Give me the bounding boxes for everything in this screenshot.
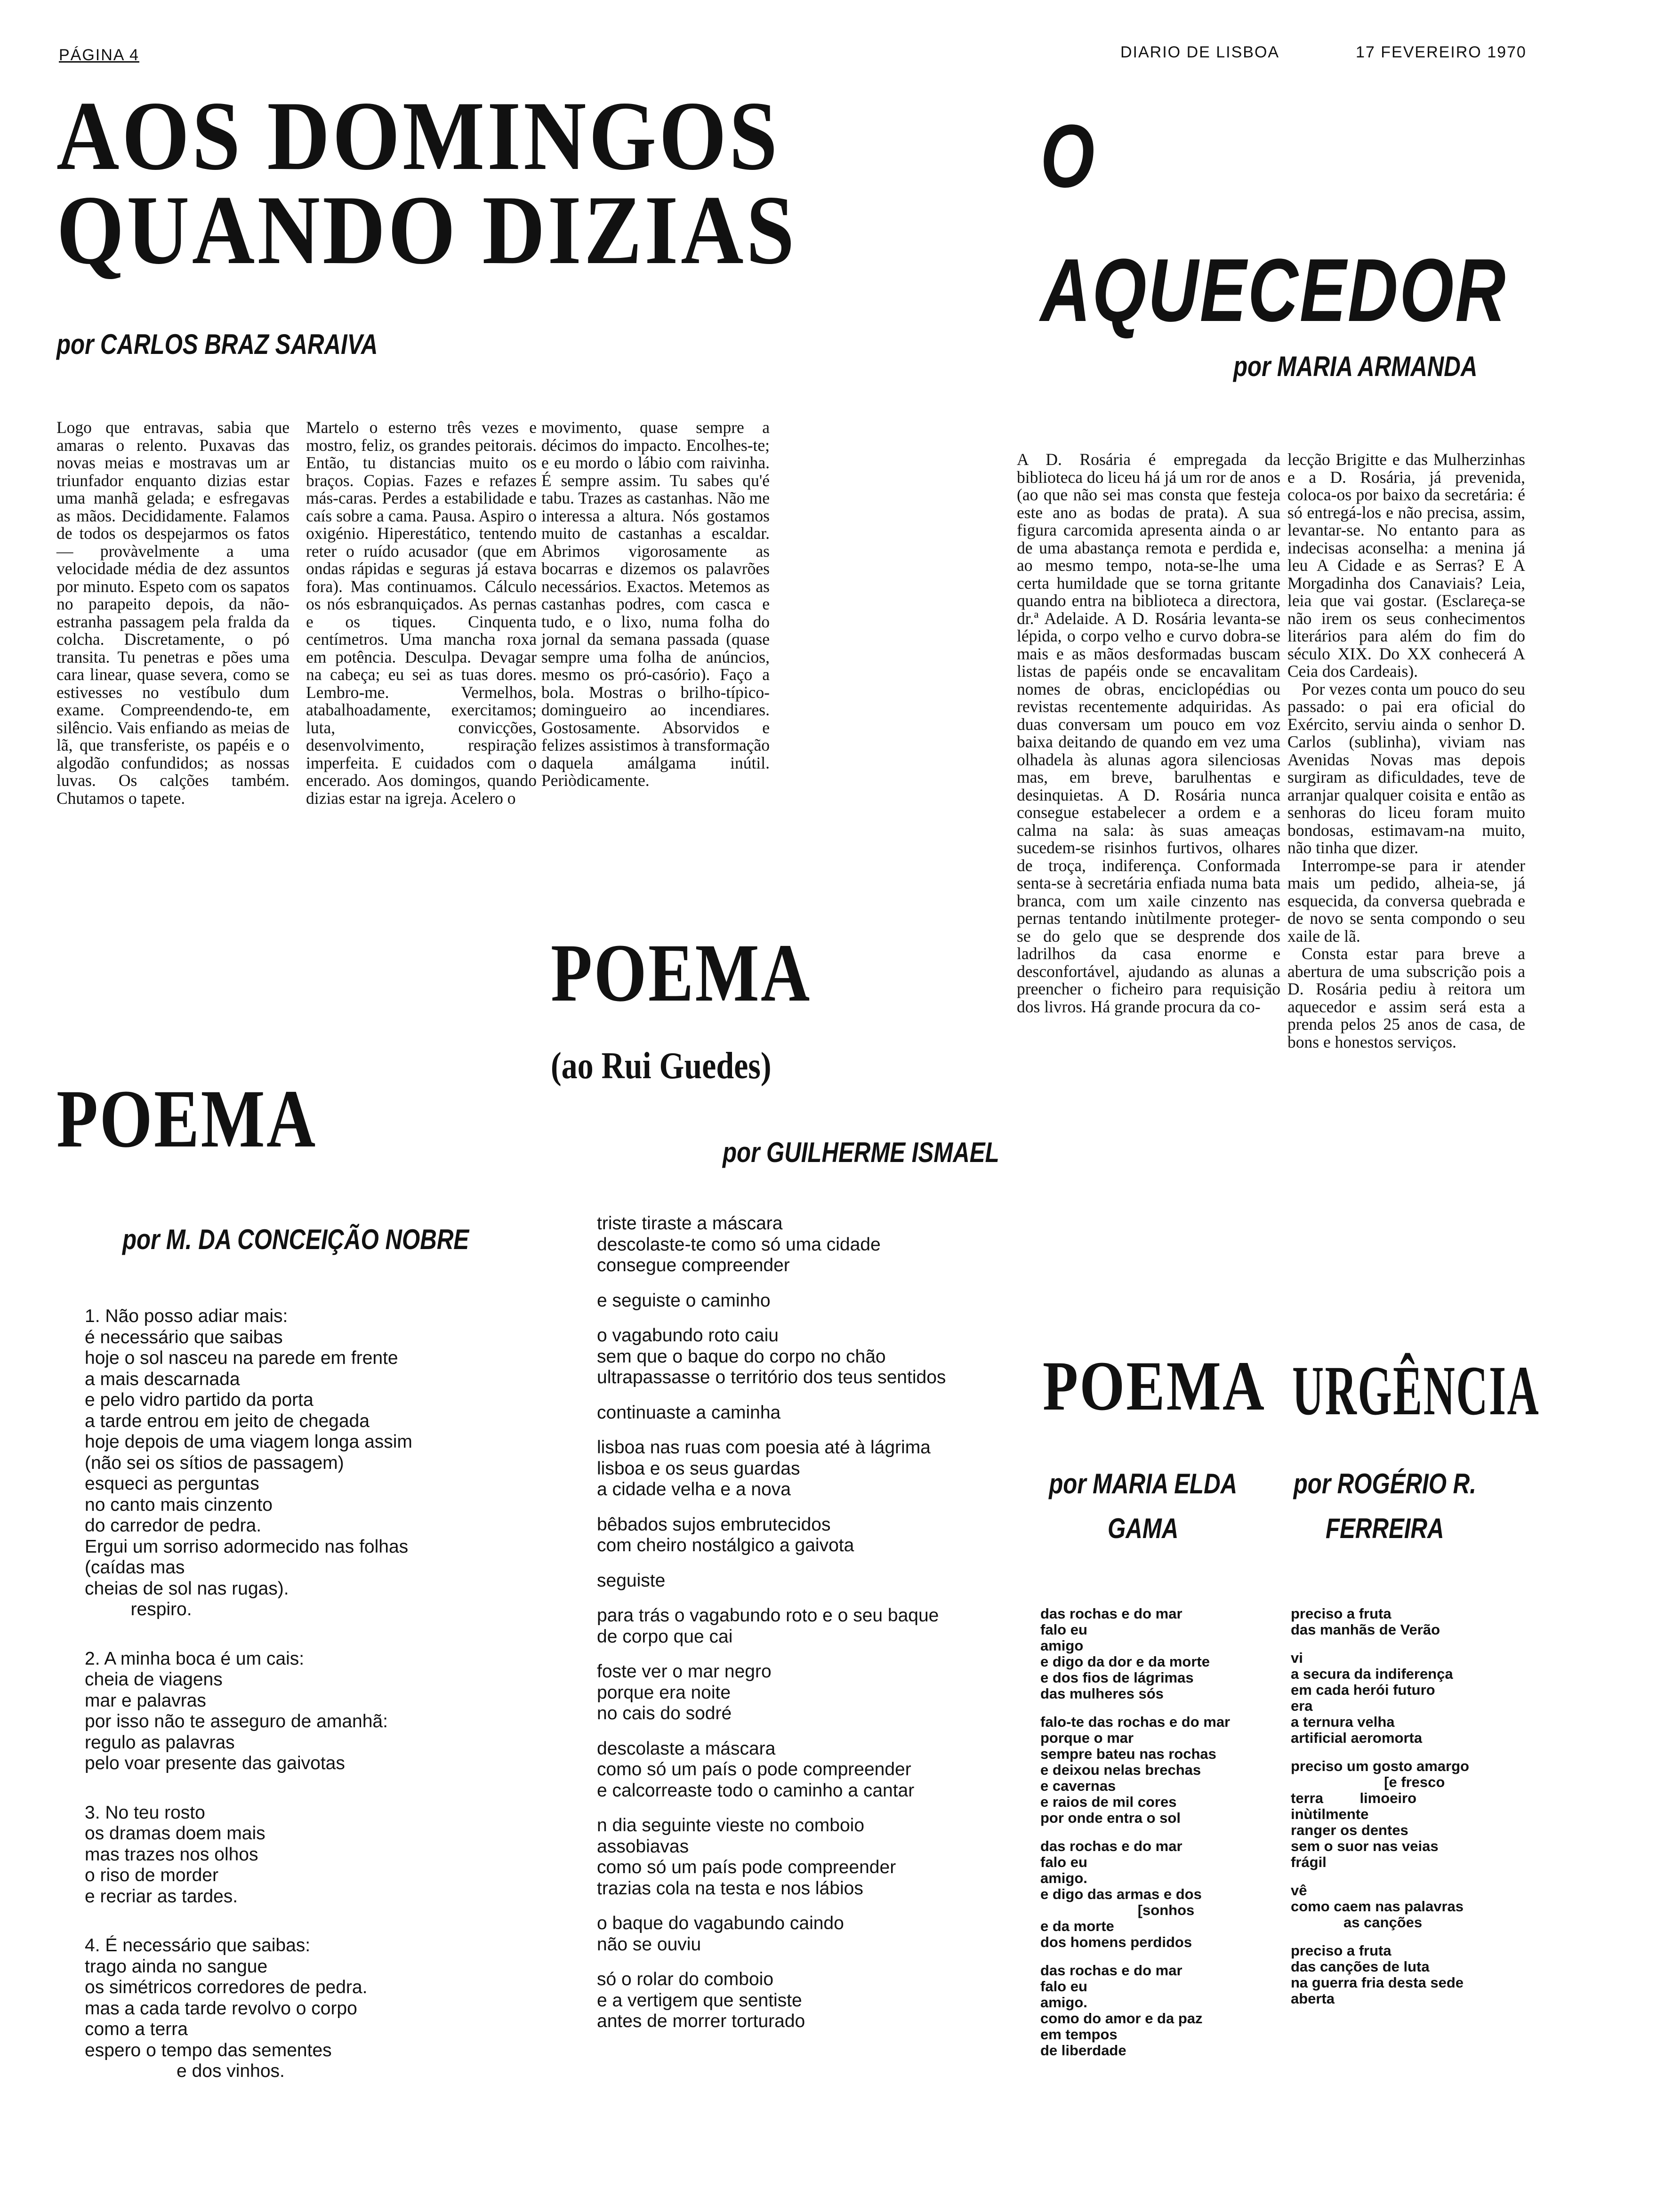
poem-stanza: vi a secura da indiferença em cada herói futuro era a ternura velha artificial aeromorta xyxy=(1291,1650,1453,1746)
poem-stanza: preciso a fruta das manhãs de Verão xyxy=(1291,1605,1440,1638)
byline-guilherme-ismael: por GUILHERME ISMAEL xyxy=(723,1137,999,1168)
article2-column-1: A D. Rosária é empregada da biblioteca do liceu há já um ror de anos (ao que não sei mas consta que festeja este ano as bodas de prata). A sua figura carcomida apresenta ainda o ar de uma abastança remota e perdida e, ao mesmo tempo, nota-se-lhe uma certa humildade que se torna gritante quando entra na biblioteca a directora, dr.ª Adelaide. A D. Rosária levanta-se lépida, o corpo velho e curvo dobra-se mais e as mãos desformadas buscam listas de papéis onde se encavalitam nomes de obras, enciclopédias ou revistas recentemente adquiridas. As duas conversam um pouco em voz baixa deitando de quando em vez uma olhadela às alunas agora silenciosas mas, em breve, barulhentas e desinquietas. A D. Rosária nunca consegue estabelecer a ordem e a calma na sala: às suas ameaças sucedem-se risinhos furtivos, olhares de troça, indiferença. Conformada senta-se à secretária enfiada numa bata branca, com um xaile cinzento nas pernas tentando inùtilmente proteger-se do gelo que se desprende dos ladrilhos da casa enorme e desconfortável, ajudando as alunas a preencher o ficheiro para requisição dos livros. Há grande procura da co- xyxy=(1017,450,1280,1016)
newspaper-name: DIARIO DE LISBOA xyxy=(1120,43,1280,61)
byline-maria-armanda: por MARIA ARMANDA xyxy=(1233,351,1478,382)
poem-title-urgencia: URGÊNCIA xyxy=(1292,1352,1540,1430)
poem-stanza: para trás o vagabundo roto e o seu baque de corpo que cai xyxy=(597,1605,939,1647)
poem-title-ismael: POEMA xyxy=(551,927,812,1019)
poem-stanza: 2. A minha boca é um cais: cheia de viagens mar e palavras por isso não te asseguro de amanhã: regulo as palavras pelo voar presente das gaivotas xyxy=(85,1648,388,1773)
byline-maria-elda-gama: por MARIA ELDA GAMA xyxy=(1049,1468,1238,1544)
byline-braz-saraiva: por CARLOS BRAZ SARAIVA xyxy=(56,329,378,360)
poem-stanza: e seguiste o caminho xyxy=(597,1290,771,1311)
poem-stanza: 4. É necessário que saibas: trago ainda no sangue os simétricos corredores de pedra. mas a cada tarde revolvo o corpo como a terra espero o tempo das sementes e dos vinhos. xyxy=(85,1935,368,2081)
poem-stanza: só o rolar do comboio e a vertigem que sentiste antes de morrer torturado xyxy=(597,1969,805,2031)
poem-stanza: o vagabundo roto caiu sem que o baque do corpo no chão ultrapassasse o território dos teus sentidos xyxy=(597,1325,946,1387)
poem-ismael-body xyxy=(597,1213,946,2032)
poem-stanza: descolaste a máscara como só um país o pode compreender e calcorreaste todo o caminho a cantar xyxy=(597,1738,915,1801)
poem-stanza: lisboa nas ruas com poesia até à lágrima lisboa e os seus guardas a cidade velha e a nova xyxy=(597,1437,931,1499)
poem-stanza: das rochas e do mar falo eu amigo e digo da dor e da morte e dos fios de lágrimas das mulheres sós xyxy=(1040,1605,1210,1702)
poem-nobre-body xyxy=(85,1306,412,2082)
poem-stanza: continuaste a caminha xyxy=(597,1402,781,1423)
article1-column-1: Logo que entravas, sabia que amaras o relento. Puxavas das novas meias e mostravas um ar triunfador enquanto dizias estar uma manhã gelada; e esfregavas as mãos. Decididamente. Falamos de todos os despejarmos os fatos— provàvelmente a uma velocidade média de dez assuntos por minuto. Espeto com os sapatos no parapeito depois, da não-estranha passagem pela fralda da colcha. Discretamente, o pó transita. Tu penetras e pões uma cara linear, quase severa, como se estivesses no vestíbulo dum exame. Compreendendo-te, em silêncio. Vais enfiando as meias de lã, que transferiste, os papéis e o algodão confundidos; as nossas luvas. Os calções também. Chutamos o tapete. xyxy=(56,418,290,808)
poem-stanza: o baque do vagabundo caindo não se ouviu xyxy=(597,1913,844,1955)
poem-stanza: vê como caem nas palavras as canções xyxy=(1291,1882,1464,1931)
headline-aquecedor: O AQUECEDOR xyxy=(1040,106,1507,340)
poem-title-gama: POEMA xyxy=(1043,1347,1266,1425)
poem-stanza: 1. Não posso adiar mais: é necessário que saibas hoje o sol nasceu na parede em frente a mais descarnada e pelo vidro partido da porta a tarde entrou em jeito de chegada hoje depois de uma viagem longa assim (não sei os sítios de passagem) esqueci as perguntas no canto mais cinzento do carredor de pedra. Ergui um sorriso adormecido nas folhas (caídas mas cheias de sol nas rugas). respiro. xyxy=(85,1306,412,1619)
article1-column-3: movimento, quase sempre a décimos do impacto. Encolhes-te; e eu mordo o lábio com raivinha. É sempre assim. Tu sabes qu'é tabu. Trazes as castanhas. Não me interessa a altura. Nós gostamos muito de castanhas a escaldar. Abrimos vigorosamente as bocarras e dizemos os palavrões necessários. Exactos. Metemos as castanhas podres, com casca e tudo, e o lixo, numa folha do jornal da semana passada (quase sempre uma folha de anúncios, mesmo os pró-casório). Faço a bola. Mostras o brilho-típico-domingueiro ao incendiares. Gostosamente. Absorvidos e felizes assistimos à transformação daquela amálgama inútil. Periòdicamente. xyxy=(541,418,770,790)
article1-column-2: Martelo o esterno três vezes e mostro, feliz, os grandes peitorais. Então, tu distancias muito os braços. Copias. Fazes e refazes más-caras. Perdes a estabilidade e caís sobre a cama. Pausa. Aspiro o oxigénio. Hiperestático, tentendo reter o ruído acusador (que em ondas rápidas e seguras já estava fora). Mas continuamos. Cálculo os nós esbranquiçados. As pernas e os tiques. Cinquenta centímetros. Uma mancha roxa em potência. Desculpa. Devagar na cabeça; eu sei as tuas dores. Lembro-me. Vermelhos, atabalhoadamente, exercitamos; luta, convicções, desenvolvimento, respiração imperfeita. E cuidados com o encerado. Aos domingos, quando dizias estar na igreja. Acelero o xyxy=(306,418,537,808)
poem-stanza: seguiste xyxy=(597,1570,666,1591)
poem-stanza: preciso a fruta das canções de luta na guerra fria desta sede aberta xyxy=(1291,1942,1464,2007)
page-number: PÁGINA 4 xyxy=(59,46,139,64)
poem-gama-body xyxy=(1040,1606,1230,2059)
headline-aos-domingos: AOS DOMINGOS QUANDO DIZIAS xyxy=(56,81,797,285)
poem-stanza: foste ver o mar negro porque era noite no cais do sodré xyxy=(597,1661,772,1723)
poem-stanza: falo-te das rochas e do mar porque o mar sempre bateu nas rochas e deixou nelas brechas e cavernas e raios de mil cores por onde entra o sol xyxy=(1040,1714,1231,1826)
poem-stanza: bêbados sujos embrutecidos com cheiro nostálgico a gaivota xyxy=(597,1514,854,1555)
poem-stanza: 3. No teu rosto os dramas doem mais mas trazes nos olhos o riso de morder e recriar as tardes. xyxy=(85,1802,265,1907)
poem-stanza: triste tiraste a máscara descolaste-te como só uma cidade consegue compreender xyxy=(597,1213,881,1275)
poem-ismael-dedication: (ao Rui Guedes) xyxy=(551,1045,772,1087)
poem-stanza: das rochas e do mar falo eu amigo. e digo das armas e dos [sonhos e da morte dos homens perdidos xyxy=(1040,1838,1202,1950)
issue-date: 17 FEVEREIRO 1970 xyxy=(1356,43,1527,61)
byline-rogerio-ferreira: por ROGÉRIO R. FERREIRA xyxy=(1293,1468,1476,1544)
poem-ferreira-body xyxy=(1291,1606,1469,2007)
poem-stanza: n dia seguinte vieste no comboio assobiavas como só um país pode compreender trazias cola na testa e nos lábios xyxy=(597,1815,896,1899)
byline-conceicao-nobre: por M. DA CONCEIÇÃO NOBRE xyxy=(122,1224,469,1255)
poem-title-nobre: POEMA xyxy=(56,1073,317,1165)
poem-stanza: das rochas e do mar falo eu amigo. como do amor e da paz em tempos de liberdade xyxy=(1040,1962,1203,2059)
article2-column-2: lecção Brigitte e das Mulherzinhas e a D. Rosária, já prevenida, coloca-os por baixo da secretária: é só entregá-los e não precisa, assim, levantar-se. No entanto para as indecisas aconselha: a menina já leu A Cidade e as Serras? E A Morgadinha dos Canaviais? Leia, leia que vai gostar. (Esclareça-se não irem os seus conhecimentos literários para além do fim do século XIX. Do XX conhecerá A Ceia dos Cardeais). Por vezes conta um pouco do seu passado: o pai era oficial do Exército, serviu ainda o senhor D. Carlos (sublinha), viviam nas Avenidas Novas mas depois surgiram as dificuldades, teve de arranjar qualquer coisita e então as senhoras do liceu foram muito bondosas, estimavam-na muito, não tinha que dizer. Interrompe-se para ir atender mais um pedido, alheia-se, já esquecida, da conversa quebrada e de novo se senta compondo o seu xaile de lã. Consta estar para breve a abertura de uma subscrição pois a D. Rosária pediu à reitora um aquecedor e assim será esta a prenda pelos 25 anos de casa, de bons e honestos serviços. xyxy=(1287,450,1525,1051)
poem-stanza: preciso um gosto amargo [e fresco terra limoeiro inùtilmente ranger os dentes sem o suor nas veias frágil xyxy=(1291,1758,1469,1870)
